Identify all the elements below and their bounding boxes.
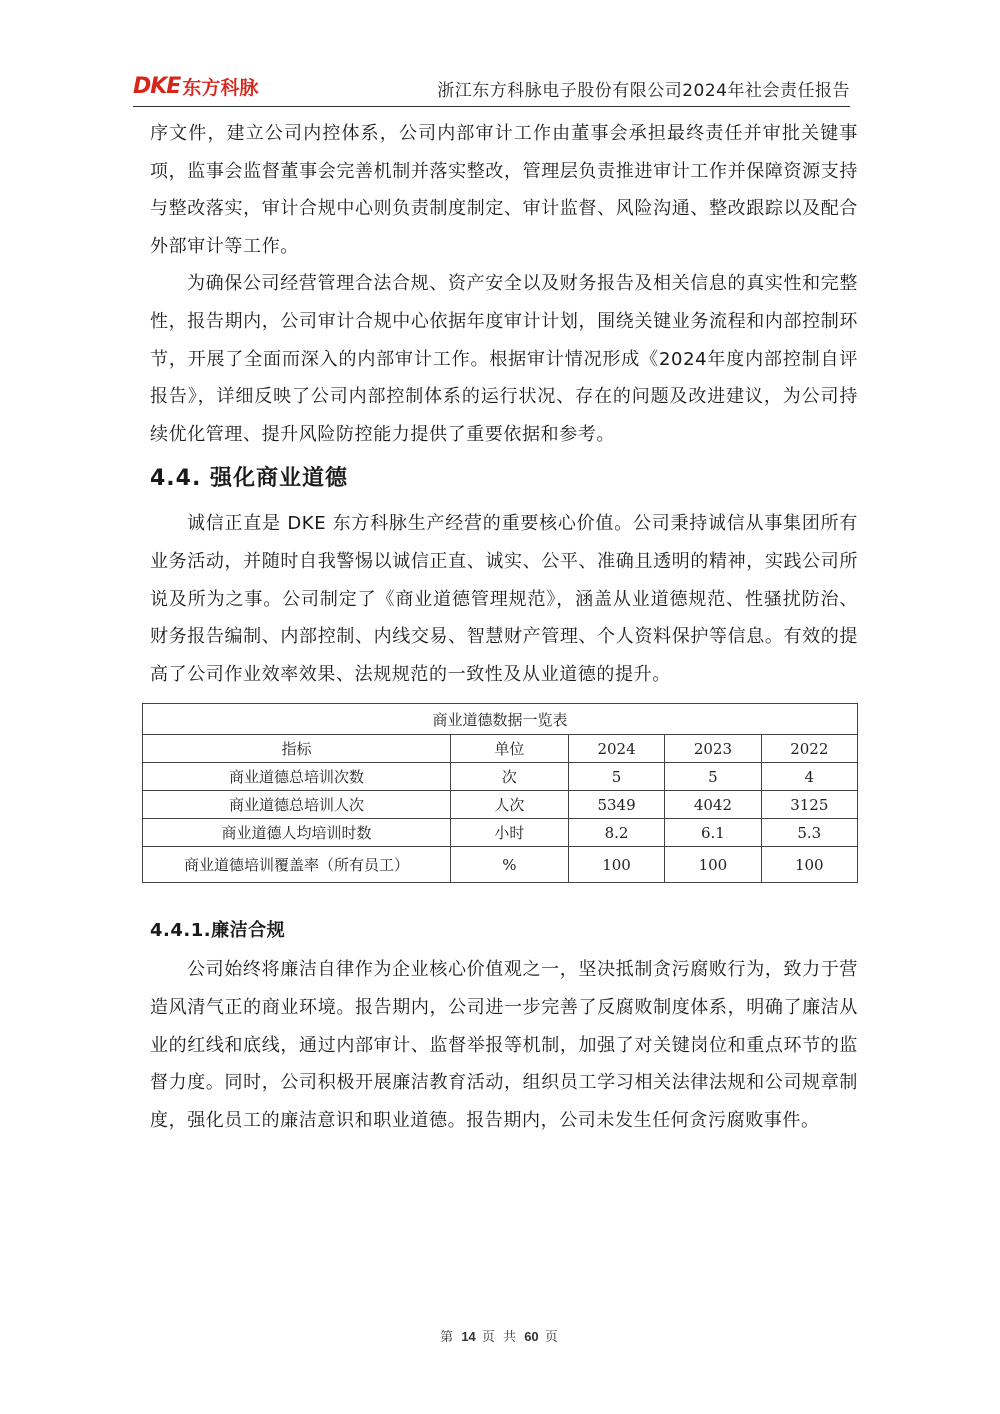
page-content — [150, 115, 858, 1139]
footer-suffix: 页 — [544, 1330, 560, 1345]
table-header-cell: 2024 — [568, 735, 664, 763]
table-row — [143, 763, 858, 791]
table-cell: 商业道德总培训次数 — [143, 763, 451, 791]
table-row — [143, 791, 858, 819]
table-cell: 4 — [761, 763, 857, 791]
table-cell: 5.3 — [761, 819, 857, 847]
table-cell: 商业道德人均培训时数 — [143, 819, 451, 847]
table-cell: 小时 — [450, 819, 568, 847]
table-cell: 5 — [568, 763, 664, 791]
logo-latin: DKE — [133, 73, 181, 99]
paragraph-internal-audit: 为确保公司经营管理合法合规、资产安全以及财务报告及相关信息的真实性和完整性，报告期内，公司审计合规中心依据年度审计计划，围绕关键业务流程和内部控制环节，开展了全面而深入的内部审计工作。根据审计情况形成《2024年度内部控制自评报告》，详细反映了公司内部控制体系的运行状况、存在的问题及改进建议，为公司持续优化管理、提升风险防控能力提供了重要依据和参考。 — [150, 273, 858, 445]
page-number: 14 — [461, 1329, 476, 1344]
report-title: 浙江东方科脉电子股份有限公司2024年社会责任报告 — [437, 81, 850, 101]
section-heading: 4.4. 强化商业道德 — [150, 466, 348, 492]
table-cell: 商业道德总培训人次 — [143, 791, 451, 819]
footer-prefix: 第 — [440, 1330, 456, 1345]
ethics-data-table — [142, 703, 858, 883]
table-cell: 商业道德培训覆盖率（所有员工） — [143, 847, 451, 883]
table-caption: 商业道德数据一览表 — [143, 704, 858, 735]
paragraph-audit-structure: 序文件，建立公司内控体系，公司内部审计工作由董事会承担最终责任并审批关键事项，监事会监督董事会完善机制并落实整改，管理层负责推进审计工作并保障资源支持与整改落实，审计合规中心则负责制度制定、审计监督、风险沟通、整改跟踪以及配合外部审计等工作。 — [150, 123, 858, 257]
table-cell: 100 — [568, 847, 664, 883]
total-pages: 60 — [524, 1329, 539, 1344]
company-logo — [133, 72, 258, 100]
table-cell: 3125 — [761, 791, 857, 819]
table-cell: 次 — [450, 763, 568, 791]
paragraph-business-ethics: 诚信正直是 DKE 东方科脉生产经营的重要核心价值。公司秉持诚信从事集团所有业务活动，并随时自我警惕以诚信正直、诚实、公平、准确且透明的精神，实践公司所说及所为之事。公司制定了《商业道德管理规范》，涵盖从业道德规范、性骚扰防治、财务报告编制、内部控制、内线交易、智慧财产管理、个人资料保护等信息。有效的提高了公司作业效率效果、法规规范的一致性及从业道德的提升。 — [150, 513, 858, 685]
table-cell: 5 — [665, 763, 761, 791]
table-header-cell: 单位 — [450, 735, 568, 763]
subsection-heading: 4.4.1.廉洁合规 — [150, 920, 286, 942]
table-row — [143, 819, 858, 847]
paragraph-integrity-compliance: 公司始终将廉洁自律作为企业核心价值观之一，坚决抵制贪污腐败行为，致力于营造风清气正的商业环境。报告期内，公司进一步完善了反腐败制度体系，明确了廉洁从业的红线和底线，通过内部审计、监督举报等机制，加强了对关键岗位和重点环节的监督力度。同时，公司积极开展廉洁教育活动，组织员工学习相关法律法规和公司规章制度，强化员工的廉洁意识和职业道德。报告期内，公司未发生任何贪污腐败事件。 — [150, 959, 858, 1131]
table-header-cell: 指标 — [143, 735, 451, 763]
footer-middle: 页 共 — [481, 1330, 519, 1345]
table-header-row — [143, 735, 858, 763]
table-cell: 6.1 — [665, 819, 761, 847]
page-footer — [0, 1326, 1000, 1345]
table-cell: 8.2 — [568, 819, 664, 847]
table-cell: % — [450, 847, 568, 883]
table-cell: 100 — [665, 847, 761, 883]
table-cell: 人次 — [450, 791, 568, 819]
table-header-cell: 2022 — [761, 735, 857, 763]
table-header-cell: 2023 — [665, 735, 761, 763]
table-cell: 5349 — [568, 791, 664, 819]
page-header — [133, 70, 850, 107]
table-cell: 4042 — [665, 791, 761, 819]
table-cell: 100 — [761, 847, 857, 883]
table-row — [143, 847, 858, 883]
logo-chinese: 东方科脉 — [182, 76, 259, 99]
